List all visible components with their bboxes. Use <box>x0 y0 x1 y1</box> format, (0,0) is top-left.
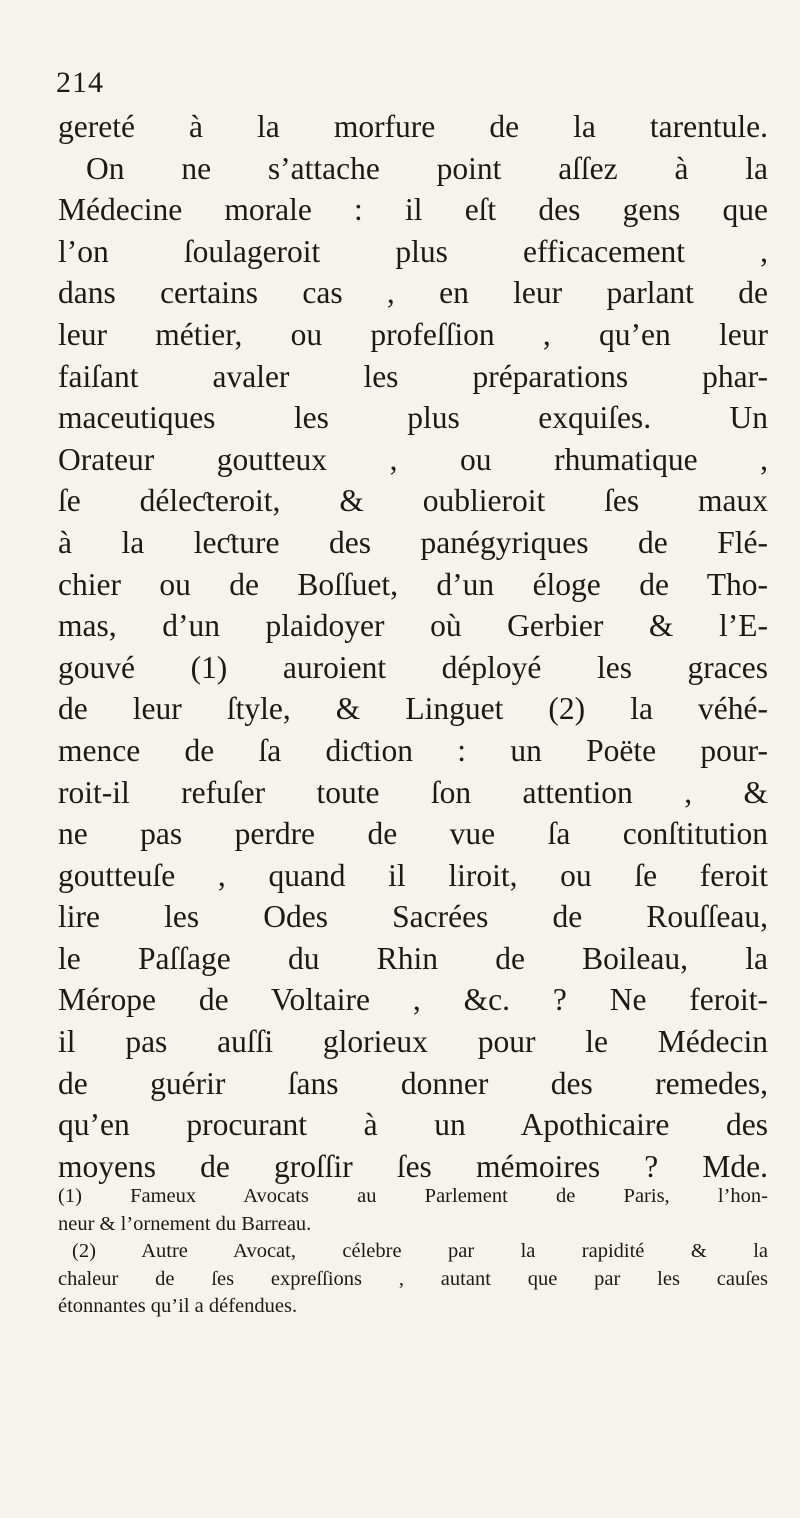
text-line: moyens de groſſir ſes mémoires ? Mde. <box>58 1148 768 1184</box>
text-line: il pas auſſi glorieux pour le Médecin <box>58 1024 768 1060</box>
footnote-line: neur & l’ornement du Barreau. <box>58 1212 312 1235</box>
text-line: mence de ſa diƈtion : un Poëte pour- <box>58 732 768 768</box>
footnote-line: (1) Fameux Avocats au Parlement de Paris, l’hon- <box>58 1185 768 1207</box>
text-line: de leur ſtyle, & Linguet (2) la véhé- <box>58 691 768 727</box>
text-line: gereté à la morfure de la tarentule. <box>58 109 768 144</box>
text-line: faiſant avaler les préparations phar- <box>58 358 768 394</box>
text-line: Médecine morale : il eſt des gens que <box>58 192 768 228</box>
text-line: ſe déleƈteroit, & oublieroit ſes maux <box>58 483 768 519</box>
text-line: goutteuſe , quand il liroit, ou ſe feroit <box>58 857 768 893</box>
text-line: gouvé (1) auroient déployé les graces <box>58 649 768 685</box>
text-line: qu’en procurant à un Apothicaire des <box>58 1107 768 1143</box>
text-line: à la leƈture des panégyriques de Flé- <box>58 524 768 560</box>
text-line: chier ou de Boſſuet, d’un éloge de Tho- <box>58 566 768 602</box>
text-line: dans certains cas , en leur parlant de <box>58 275 768 311</box>
text-line: de guérir ſans donner des remedes, <box>58 1065 768 1101</box>
text-line: Orateur goutteux , ou rhumatique , <box>58 441 768 477</box>
footnote-line: étonnantes qu’il a défendues. <box>58 1295 298 1317</box>
body-text <box>58 106 768 1187</box>
footnote-line: (2) Autre Avocat, célebre par la rapidité & la <box>72 1240 768 1262</box>
text-line: Mérope de Voltaire , &c. ? Ne feroit- <box>58 982 768 1018</box>
page-number: 214 <box>56 66 104 99</box>
text-line: ne pas perdre de vue ſa conſtitution <box>58 816 768 852</box>
text-line: lire les Odes Sacrées de Rouſſeau, <box>58 899 768 935</box>
text-line: le Paſſage du Rhin de Boileau, la <box>58 940 768 976</box>
text-line: mas, d’un plaidoyer où Gerbier & l’E- <box>58 608 768 644</box>
text-line: roit-il refuſer toute ſon attention , & <box>58 774 768 810</box>
text-line: maceutiques les plus exquiſes. Un <box>58 400 768 436</box>
text-line: On ne s’attache point aſſez à la <box>86 150 768 186</box>
footnotes <box>58 1183 768 1321</box>
text-line: l’on ſoulageroit plus efficacement , <box>58 233 768 269</box>
footnote-line: chaleur de ſes expreſſions , autant que par les cauſes <box>58 1267 768 1290</box>
text-line: leur métier, ou profeſſion , qu’en leur <box>58 316 768 352</box>
